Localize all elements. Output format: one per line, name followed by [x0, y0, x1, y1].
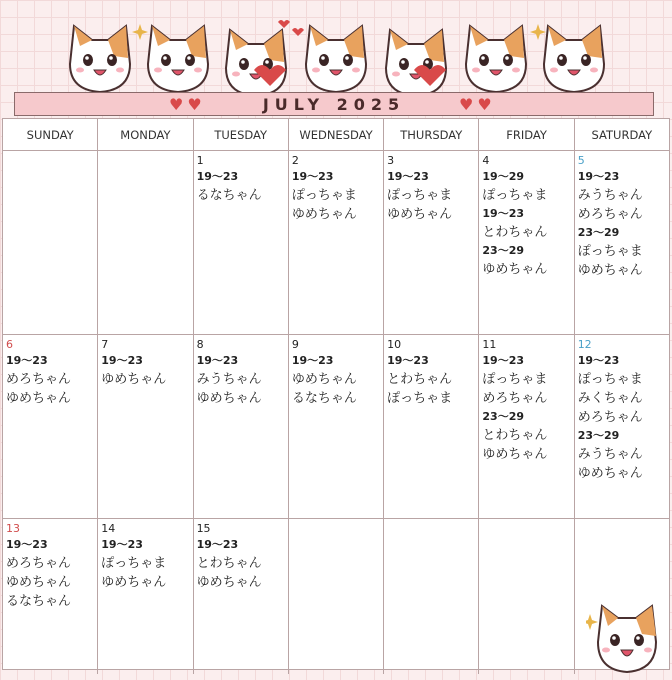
calendar-day-cell: [575, 151, 669, 334]
staff-name: ぽっちゃま: [387, 391, 453, 406]
staff-name: めろちゃん: [577, 207, 643, 222]
cat-mascot-icon: [148, 26, 208, 92]
heart-icon: ♥: [187, 95, 202, 114]
shift-time: 19〜23: [387, 354, 429, 367]
calendar-day-cell: [384, 151, 479, 334]
calendar-day-cell: [98, 335, 193, 518]
day-number: 7: [101, 338, 109, 351]
staff-name: るなちゃん: [196, 188, 262, 203]
shift-time: 23〜29: [482, 410, 525, 423]
calendar-grid: [2, 118, 670, 670]
calendar-day-cell: [289, 519, 384, 674]
shift-time: 19〜23: [196, 170, 239, 183]
cat-mascot-icon: [70, 26, 130, 92]
calendar-day-cell: [3, 519, 98, 674]
weekday-friday: FRIDAY: [479, 119, 574, 150]
staff-name: とわちゃん: [387, 372, 453, 387]
staff-name: とわちゃん: [482, 225, 548, 240]
staff-name: ぽっちゃま: [387, 188, 453, 203]
shift-time: 19〜23: [577, 170, 620, 183]
staff-name: みうちゃん: [196, 372, 262, 387]
calendar-day-cell: [384, 519, 479, 674]
shift-time: 19〜23: [291, 354, 334, 367]
weekday-thursday: THURSDAY: [384, 119, 479, 150]
staff-name: ぽっちゃま: [482, 372, 548, 387]
staff-name: ぽっちゃま: [291, 188, 357, 203]
day-number: 5: [577, 154, 585, 167]
month-banner: [14, 92, 654, 116]
day-number: 11: [482, 338, 497, 351]
shift-time: 23〜29: [577, 429, 620, 442]
shift-time: 19〜29: [482, 170, 525, 183]
calendar-week-row: [3, 519, 669, 674]
staff-name: みうちゃん: [577, 188, 643, 203]
day-number: 13: [6, 522, 20, 535]
shift-time: 19〜23: [101, 538, 143, 551]
shift-time: 19〜23: [482, 354, 525, 367]
staff-name: めろちゃん: [6, 556, 72, 571]
weekday-wednesday: WEDNESDAY: [289, 119, 384, 150]
heart-icon: ♥: [477, 95, 492, 114]
heart-icon: ♥: [169, 95, 184, 114]
weekday-saturday: SATURDAY: [575, 119, 669, 150]
calendar-day-cell: [479, 519, 574, 674]
cat-mascot-icon: [306, 26, 366, 92]
weekday-tuesday: TUESDAY: [194, 119, 289, 150]
cat-mascot-icon: [226, 30, 286, 94]
heart-icon: ♥: [459, 95, 474, 114]
day-number: 2: [291, 154, 299, 167]
day-number: 12: [577, 338, 592, 351]
staff-name: ゆめちゃん: [577, 263, 643, 278]
shift-time: 19〜23: [6, 354, 48, 367]
weekday-sunday: SUNDAY: [3, 119, 98, 150]
staff-name: るなちゃん: [291, 391, 357, 406]
day-number: 6: [6, 338, 13, 351]
staff-name: みうちゃん: [577, 447, 643, 462]
calendar-day-cell: [384, 335, 479, 518]
calendar-day-cell: [289, 335, 384, 518]
heart-icon: [292, 28, 304, 36]
staff-name: めろちゃん: [482, 391, 548, 406]
staff-name: ぽっちゃま: [101, 556, 167, 571]
banner-hearts-left: [169, 95, 202, 115]
calendar-day-cell: [98, 151, 193, 334]
calendar-day-cell: [479, 335, 574, 518]
day-number: 9: [291, 338, 299, 351]
calendar-day-cell: [3, 151, 98, 334]
sparkle-icon: [132, 24, 148, 40]
staff-name: ぽっちゃま: [577, 244, 643, 259]
shift-time: 23〜29: [577, 226, 620, 239]
staff-name: ゆめちゃん: [196, 391, 262, 406]
staff-name: みくちゃん: [577, 391, 643, 406]
heart-icon: [278, 20, 290, 28]
shift-time: 19〜23: [387, 170, 429, 183]
staff-name: ぽっちゃま: [577, 372, 643, 387]
shift-time: 19〜23: [482, 207, 525, 220]
calendar-day-cell: [575, 335, 669, 518]
calendar-day-cell: [3, 335, 98, 518]
staff-name: ゆめちゃん: [387, 207, 453, 222]
staff-name: めろちゃん: [577, 410, 643, 425]
staff-name: ゆめちゃん: [291, 207, 357, 222]
cat-mascot-icon: [386, 30, 446, 94]
staff-name: ゆめちゃん: [577, 466, 643, 481]
staff-name: ゆめちゃん: [196, 575, 262, 590]
shift-time: 19〜23: [196, 538, 239, 551]
calendar-day-cell: [98, 519, 193, 674]
cat-mascots-header: [60, 10, 620, 94]
calendar-day-cell: [194, 151, 289, 334]
staff-name: ゆめちゃん: [101, 575, 167, 590]
staff-name: ゆめちゃん: [6, 391, 72, 406]
calendar-day-cell: [194, 519, 289, 674]
banner-hearts-right: [459, 95, 492, 115]
shift-time: 19〜23: [101, 354, 143, 367]
staff-name: とわちゃん: [196, 556, 262, 571]
month-title: JULY 2025: [262, 94, 406, 114]
shift-time: 19〜23: [6, 538, 48, 551]
calendar-day-cell: [194, 335, 289, 518]
staff-name: ゆめちゃん: [6, 575, 72, 590]
calendar-day-cell: [289, 151, 384, 334]
staff-name: ゆめちゃん: [101, 372, 167, 387]
calendar-day-cell: [479, 151, 574, 334]
shift-time: 19〜23: [196, 354, 239, 367]
staff-name: ゆめちゃん: [291, 372, 357, 387]
day-number: 8: [196, 338, 204, 351]
day-number: 15: [196, 522, 211, 535]
staff-name: ゆめちゃん: [482, 447, 548, 462]
day-number: 3: [387, 154, 395, 167]
shift-time: 19〜23: [291, 170, 334, 183]
day-number: 1: [196, 154, 204, 167]
day-number: 4: [482, 154, 490, 167]
staff-name: ぽっちゃま: [482, 188, 548, 203]
staff-name: ゆめちゃん: [482, 262, 548, 277]
shift-time: 19〜23: [577, 354, 620, 367]
cat-mascot-icon: [544, 26, 604, 92]
weekday-monday: MONDAY: [98, 119, 193, 150]
cat-mascot-icon: [466, 26, 526, 92]
calendar-week-row: [3, 151, 669, 335]
day-number: 10: [387, 338, 402, 351]
day-number: 14: [101, 522, 116, 535]
cat-mascot-icon: [586, 596, 668, 676]
sparkle-icon: [530, 24, 546, 40]
staff-name: るなちゃん: [6, 594, 72, 609]
staff-name: めろちゃん: [6, 372, 72, 387]
weekday-header-row: [3, 119, 669, 151]
shift-time: 23〜29: [482, 244, 525, 257]
calendar-week-row: [3, 335, 669, 519]
staff-name: とわちゃん: [482, 428, 548, 443]
